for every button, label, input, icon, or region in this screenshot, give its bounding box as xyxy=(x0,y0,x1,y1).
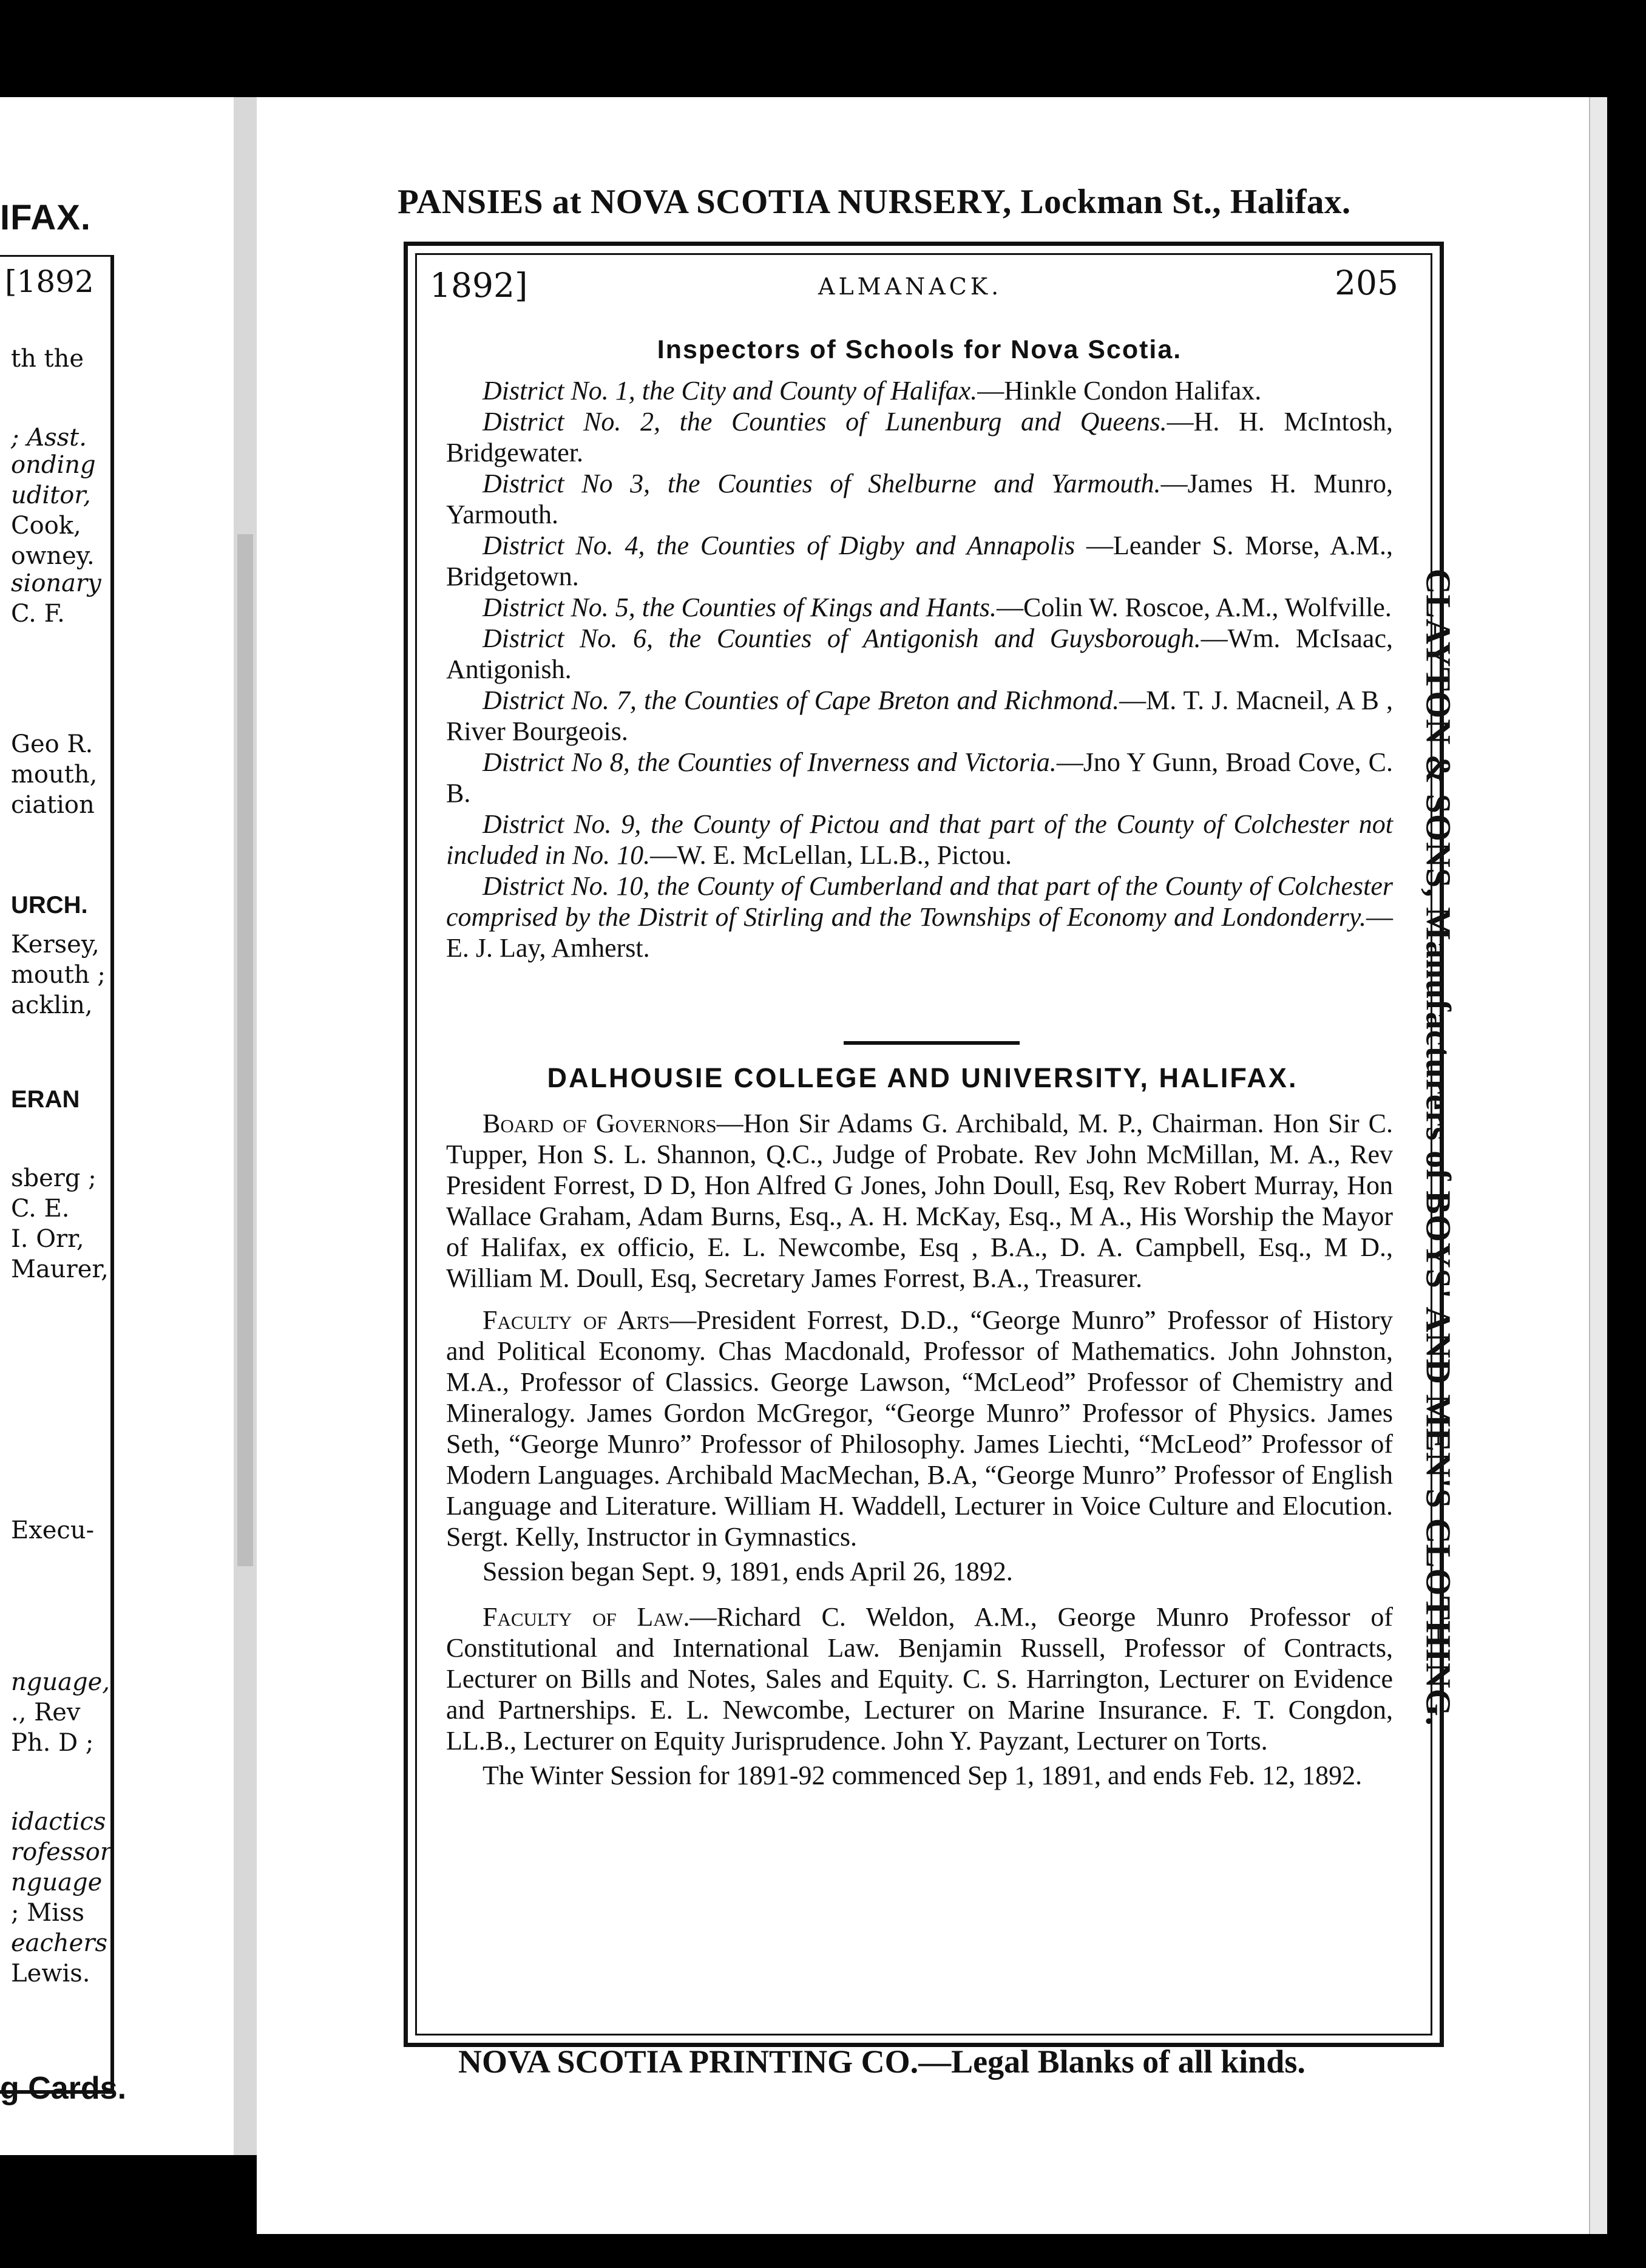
left-page-fragment: sberg ; xyxy=(11,1164,97,1192)
inspector-name: —H. H. McIntosh, Bridgewater. xyxy=(446,407,1394,467)
board-of-governors-text: —Hon Sir Adams G. Archibald, M. P., Chairman. Hon Sir C. Tupper, Hon S. L. Shannon, Q.C., Judge of Probate. Rev John McMillan, M. A., Rev President Forrest, D D, Hon Alfred G Jones, John Doull, Esq, Rev Robert Murray, Hon Wallace Graham, Adam Burns, Esq., A. H. McKay, Esq., M A., His Worship the Mayor of Halifax, ex officio, E. L. Newcombe, Esq , B.A., D. A. Campbell, Esq., M D., William M. Doull, Esq, Secretary James Forrest, B.A., Treasurer. xyxy=(446,1109,1393,1293)
law-session-dates: The Winter Session for 1891-92 commenced Sep 1, 1891, and ends Feb. 12, 1892. xyxy=(483,1760,1363,1790)
running-head-year: 1892] xyxy=(430,266,528,305)
district-label: District No. 2, xyxy=(483,407,680,436)
left-page-fragment: rofessor xyxy=(11,1838,112,1866)
left-page-fragment: mouth ; xyxy=(11,961,106,989)
inspector-entry xyxy=(446,685,1393,747)
left-page-fragment: sionary xyxy=(11,569,101,597)
district-label: District No. 10, xyxy=(483,871,657,901)
left-page-footer: g Cards. xyxy=(0,2071,127,2106)
district-area: the Counties of Digby and Annapolis xyxy=(656,531,1075,560)
inspector-entry xyxy=(446,623,1393,685)
left-page-fragment: C. F. xyxy=(11,600,65,628)
district-area: the Counties of Inverness and Victoria. xyxy=(637,747,1057,777)
left-page-fragment: Cook, xyxy=(11,512,81,540)
left-page-fragment: Maurer, xyxy=(11,1255,109,1283)
district-area: the County of Cumberland and that part of the County of Colchester comprised by the Distrit of Stirling and the Townships of Economy and Londonderry. xyxy=(446,871,1394,932)
left-page-fragment: Ph. D ; xyxy=(11,1729,94,1757)
district-label: District No 3, xyxy=(483,469,668,498)
district-label: District No. 5, xyxy=(483,592,642,622)
left-page-fragment: ERAN xyxy=(11,1086,80,1113)
left-page-fragment: C. E. xyxy=(11,1195,70,1223)
inspector-name: —M. T. J. Macneil, A B , River Bourgeois. xyxy=(446,685,1393,746)
left-page-fragment: nguage xyxy=(11,1869,103,1896)
left-page-fragment: Execu- xyxy=(11,1516,95,1544)
left-page-fragment: ., Rev xyxy=(11,1699,81,1726)
left-page-fragment: uditor, xyxy=(11,481,91,509)
district-area: the Counties of Cape Breton and Richmond. xyxy=(643,685,1120,715)
board-of-governors-paragraph xyxy=(446,1108,1393,1294)
inspectors-heading: Inspectors of Schools for Nova Scotia. xyxy=(657,335,1182,364)
inspector-name: —Jno Y Gunn, Broad Cove, C. B. xyxy=(446,747,1393,808)
left-page-year: [1892 xyxy=(5,264,94,299)
inspector-entry xyxy=(446,871,1393,963)
left-page-fragment: Kersey, xyxy=(11,931,100,959)
left-page-fragment: Lewis. xyxy=(11,1960,90,1988)
inspectors-list xyxy=(446,375,1393,963)
left-page-fragment: I. Orr, xyxy=(11,1225,84,1253)
left-page-fragment: idactics xyxy=(11,1808,106,1836)
left-page-fragment: onding xyxy=(11,451,96,479)
district-area: the Counties of Antigonish and Guysborough. xyxy=(668,623,1201,653)
inspector-entry xyxy=(446,530,1393,592)
inspector-entry xyxy=(446,809,1393,871)
inspector-name: —E. J. Lay, Amherst. xyxy=(446,902,1393,963)
faculty-of-arts-label: Faculty of Arts xyxy=(483,1305,670,1335)
district-label: District No. 1, xyxy=(483,376,642,406)
faculty-of-arts-paragraph xyxy=(446,1305,1393,1552)
section-divider xyxy=(844,1041,1020,1045)
book-gutter xyxy=(234,97,257,2155)
left-page-fragment: eachers xyxy=(11,1929,108,1957)
inspector-name: —Colin W. Roscoe, A.M., Wolfville. xyxy=(997,592,1392,622)
left-page-fragment: mouth, xyxy=(11,761,98,789)
district-area: the Counties of Shelburne and Yarmouth. xyxy=(667,469,1161,498)
district-label: District No 8, xyxy=(483,747,637,777)
binding-tape xyxy=(237,534,253,1566)
left-page-fragment: acklin, xyxy=(11,991,93,1019)
district-label: District No. 7, xyxy=(483,685,644,715)
dalhousie-body xyxy=(446,1108,1393,1791)
page-number: 205 xyxy=(1335,263,1398,302)
district-area: the County of Pictou and that part of the County of Colchester not included in No. 10. xyxy=(446,809,1393,870)
inspector-name: —Leander S. Morse, A.M., Bridgetown. xyxy=(446,531,1393,591)
page-edge xyxy=(1589,97,1607,2234)
left-page-header: IFAX. xyxy=(0,198,92,237)
left-page-fragment: owney. xyxy=(11,542,95,570)
inspector-name: —James H. Munro, Yarmouth. xyxy=(446,469,1393,529)
district-label: District No. 9, xyxy=(483,809,651,839)
bottom-advertisement: NOVA SCOTIA PRINTING CO.—Legal Blanks of all kinds. xyxy=(458,2043,1306,2080)
district-area: the Counties of Kings and Hants. xyxy=(642,592,997,622)
district-area: the Counties of Lunenburg and Queens. xyxy=(679,407,1167,436)
side-advertisement-text: CLAYTON & SONS, Manufacturers of BOYS' AND MEN'S CLOTHING. xyxy=(1418,568,1458,1726)
left-page-fragment: th the xyxy=(11,345,84,373)
faculty-of-arts-text: —President Forrest, D.D., “George Munro” Professor of History and Political Economy. Chas Macdonald, Professor of Mathematics. John Johnston, M.A., Professor of Classics. George Lawson, “McLeod” Professor of Chemistry and Mineralogy. James Gordon McGregor, “George Munro” Professor of Physics. James Seth, “George Munro” Professor of Philosophy. James Liechti, “McLeod” Professor of Modern Languages. Archibald MacMechan, B.A, “George Munro” Professor of English Language and Literature. William H. Waddell, Lecturer in Voice Culture and Elocution. Sergt. Kelly, Instructor in Gymnastics. xyxy=(446,1305,1393,1552)
left-page-fragment: URCH. xyxy=(11,892,88,918)
faculty-of-law-text: —Richard C. Weldon, A.M., George Munro Professor of Constitutional and International Law. Benjamin Russell, Professor of Contracts, Lecturer on Bills and Notes, Sales and Equity. C. S. Harrington, Lecturer on Evidence and Partnerships. E. L. Newcombe, Lecturer on Marine Insurance. F. T. Congdon, LL.B., Lecturer on Equity Jurisprudence. John Y. Payzant, Lecturer on Torts. xyxy=(446,1602,1394,1756)
district-label: District No. 6, xyxy=(483,623,669,653)
district-label: District No. 4, xyxy=(483,531,657,560)
board-of-governors-label: Board of Governors xyxy=(483,1109,717,1138)
left-page-fragment: Geo R. xyxy=(11,730,93,758)
top-advertisement: PANSIES at NOVA SCOTIA NURSERY, Lockman St., Halifax. xyxy=(398,183,1351,221)
dalhousie-heading: DALHOUSIE COLLEGE AND UNIVERSITY, HALIFAX. xyxy=(547,1062,1298,1093)
running-head xyxy=(424,263,1398,308)
inspector-name: —Wm. McIsaac, Antigonish. xyxy=(446,623,1393,684)
arts-session-dates: Session began Sept. 9, 1891, ends April 26, 1892. xyxy=(483,1557,1013,1586)
inspector-entry xyxy=(446,406,1393,468)
left-page-fragment: ; Miss xyxy=(11,1899,84,1927)
inspector-name: —Hinkle Condon Halifax. xyxy=(977,376,1262,406)
left-page-fragment: ; Asst. xyxy=(11,424,87,452)
faculty-of-law-label: Faculty of Law. xyxy=(483,1602,690,1632)
faculty-of-law-paragraph xyxy=(446,1601,1393,1756)
inspector-entry xyxy=(446,747,1393,809)
inspector-entry xyxy=(446,592,1393,623)
inspector-name: —W. E. McLellan, LL.B., Pictou. xyxy=(650,840,1012,870)
side-advertisement xyxy=(1418,568,1458,1726)
running-head-title: ALMANACK. xyxy=(818,273,1003,300)
inspector-entry xyxy=(446,375,1393,406)
left-page-fragment: ciation xyxy=(11,791,95,819)
previous-page-fragment xyxy=(0,97,234,2155)
inspector-entry xyxy=(446,468,1393,530)
left-page-fragment: nguage, xyxy=(11,1668,110,1696)
district-area: the City and County of Halifax. xyxy=(642,376,978,406)
